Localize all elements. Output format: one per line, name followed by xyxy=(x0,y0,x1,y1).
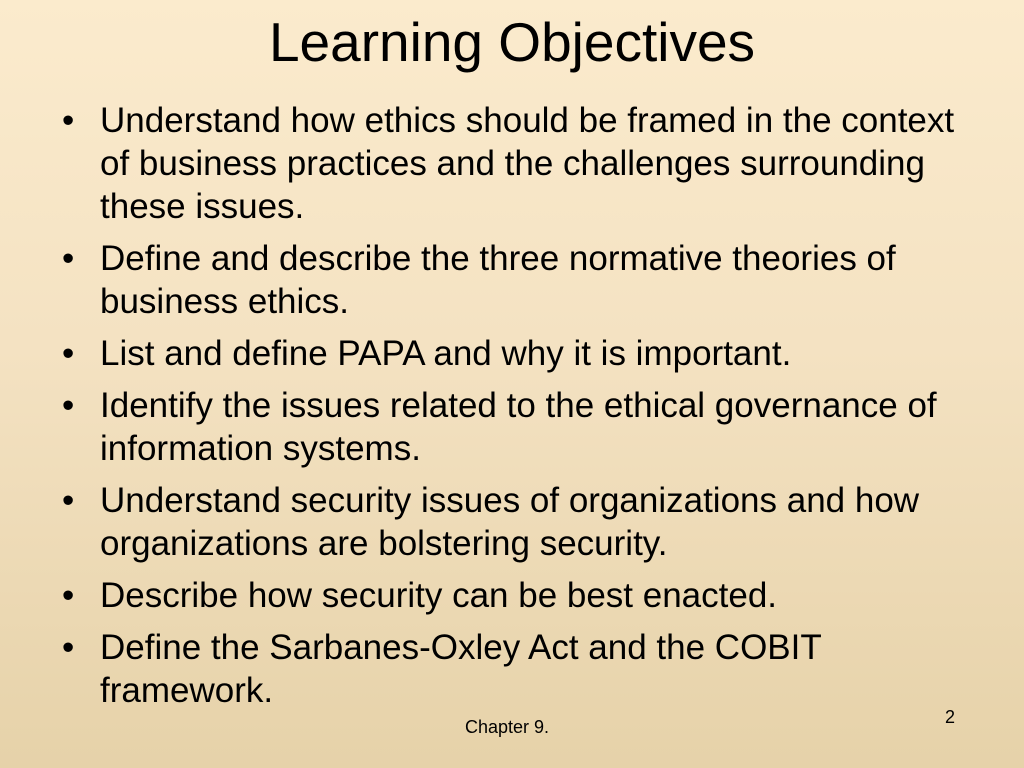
slide-title: Learning Objectives xyxy=(268,11,756,73)
list-item-text: Understand how ethics should be framed in the context of business practices and the challenges surrounding these issues. xyxy=(100,101,955,226)
list-item xyxy=(56,479,976,565)
bullet-icon: • xyxy=(62,481,75,520)
bullet-icon: • xyxy=(62,239,75,278)
bullet-icon: • xyxy=(62,628,75,667)
list-item xyxy=(56,384,976,470)
list-item-text: Define and describe the three normative theories of business ethics. xyxy=(100,239,896,321)
bullet-icon: • xyxy=(62,576,75,615)
list-item-text: Identify the issues related to the ethical governance of information systems. xyxy=(100,386,937,468)
list-item xyxy=(56,99,976,228)
list-item xyxy=(56,626,976,712)
list-item-text: List and define PAPA and why it is important. xyxy=(100,334,792,373)
list-item-text: Define the Sarbanes-Oxley Act and the COBIT framework. xyxy=(100,628,822,710)
bullet-icon: • xyxy=(62,386,75,425)
list-item xyxy=(56,332,976,375)
objectives-list xyxy=(56,99,976,721)
slide-footer: Chapter 9. xyxy=(464,717,550,737)
list-item-text: Describe how security can be best enacted. xyxy=(100,576,778,615)
list-item xyxy=(56,574,976,617)
bullet-icon: • xyxy=(62,101,75,140)
list-item xyxy=(56,237,976,323)
list-item-text: Understand security issues of organizations and how organizations are bolstering security. xyxy=(100,481,920,563)
page-number: 2 xyxy=(945,707,956,727)
bullet-icon: • xyxy=(62,334,75,373)
